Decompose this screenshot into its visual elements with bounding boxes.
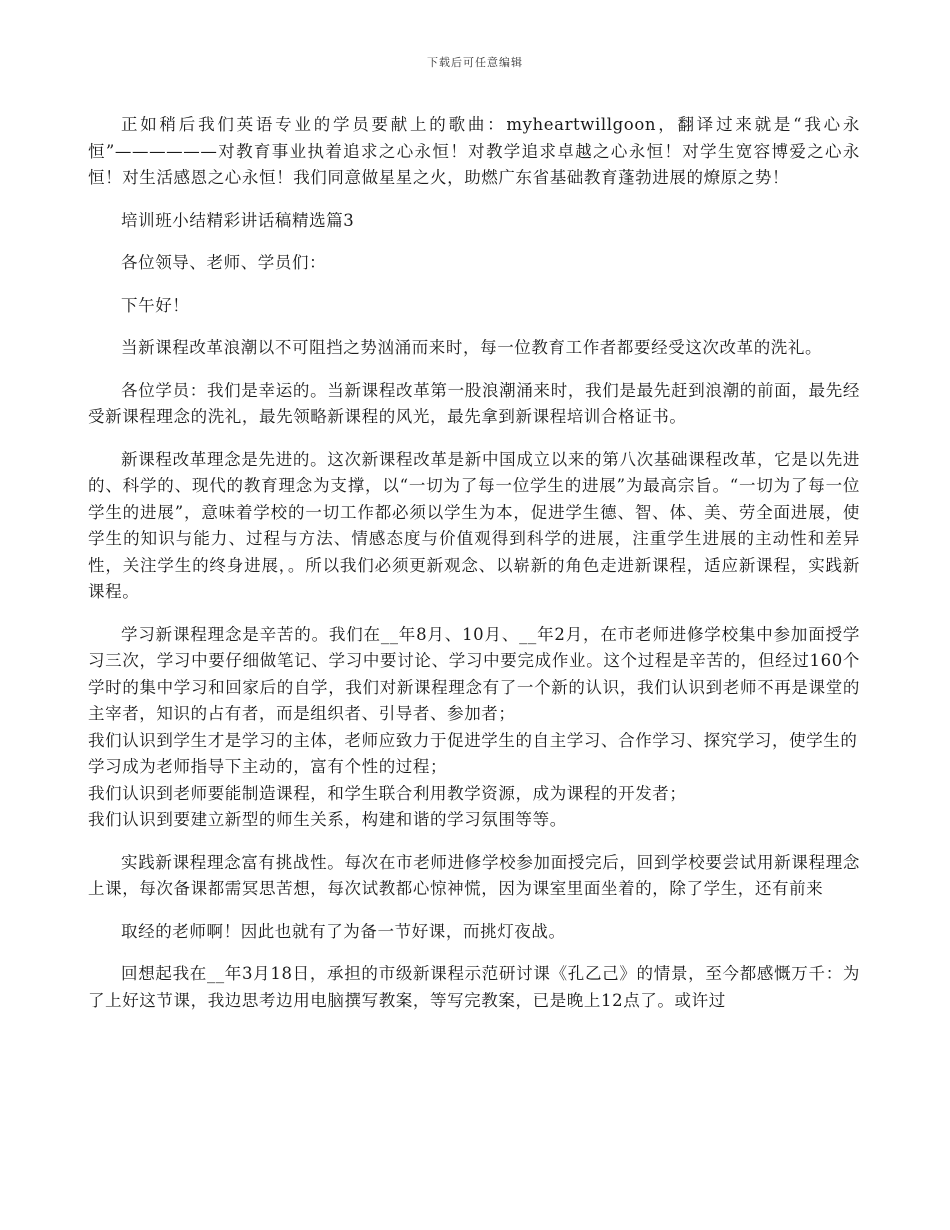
paragraph-recall: 回想起我在__年3月18日，承担的市级新课程示范研讨课《孔乙己》的情景，至今都感慨万千：为了上好这节课，我边思考边用电脑撰写教案，等写完教案，已是晚上12点了。或许过 (88, 964, 860, 1010)
section-title: 培训班小结精彩讲话稿精选篇3 (121, 210, 355, 230)
document-body (88, 112, 860, 1030)
greeting: 下午好！ (121, 295, 190, 315)
paragraph-learning-point-curriculum: 我们认识到老师要能制造课程，和学生联合利用教学资源，成为课程的开发者； (88, 783, 687, 803)
paragraph-intro: 当新课程改革浪潮以不可阻挡之势汹涌而来时，每一位教育工作者都要经受这次改革的洗礼。 (121, 338, 823, 357)
paragraph-lucky: 各位学员：我们是幸运的。当新课程改革第一股浪潮涌来时，我们是最先赶到浪潮的前面，最先经受新课程理念的洗礼，最先领略新课程的风光，最先拿到新课程培训合格证书。 (88, 380, 860, 426)
page-header: 下载后可任意编辑 (427, 56, 523, 69)
paragraph-advanced: 新课程改革理念是先进的。这次新课程改革是新中国成立以来的第八次基础课程改革，它是以先进的、科学的、现代的教育理念为支撑，以“一切为了每一位学生的进展”为最高宗旨。“一切为了每一位学生的进展”，意味着学校的一切工作都必须以学生为本，促进学生德、智、体、美、劳全面进展，使学生的知识与能力、过程与方法、情感态度与价值观得到科学的进展，注重学生进展的主动性和差异性，关注学生的终身进展，。所以我们必须更新观念、以崭新的角色走进新课程，适应新课程，实践新课程。 (88, 449, 860, 601)
paragraph-learning-point-students: 我们认识到学生才是学习的主体，老师应致力于促进学生的自主学习、合作学习、探究学习，使学生的学习成为老师指导下主动的，富有个性的过程； (88, 730, 858, 776)
salutation: 各位领导、老师、学员们： (121, 253, 327, 272)
paragraph-learning: 学习新课程理念是辛苦的。我们在__年8月、10月、__年2月，在市老师进修学校集中参加面授学习三次，学习中要仔细做笔记、学习中要讨论、学习中要完成作业。这个过程是辛苦的，但经过160个学时的集中学习和回家后的自学，我们对新课程理念有了一个新的认识，我们认识到老师不再是课堂的主宰者，知识的占有者，而是组织者、引导者、参加者； (88, 624, 860, 723)
paragraph-practice-cont: 取经的老师啊！因此也就有了为备一节好课，而挑灯夜战。 (121, 921, 566, 941)
paragraph-practice: 实践新课程理念富有挑战性。每次在市老师进修学校参加面授完后，回到学校要尝试用新课程理念上课，每次备课都需冥思苦想，每次试教都心惊神慌，因为课室里面坐着的，除了学生，还有前来 (88, 852, 860, 898)
paragraph-learning-point-relationship: 我们认识到要建立新型的师生关系，构建和谐的学习氛围等等。 (88, 810, 567, 829)
paragraph-song: 正如稍后我们英语专业的学员要献上的歌曲：myheartwillgoon，翻译过来就是“我心永恒”——————对教育事业执着追求之心永恒！对教学追求卓越之心永恒！对学生宽容博爱之心永恒！对生活感恩之心永恒！我们同意做星星之火，助燃广东省基础教育蓬勃进展的燎原之势！ (88, 115, 860, 187)
